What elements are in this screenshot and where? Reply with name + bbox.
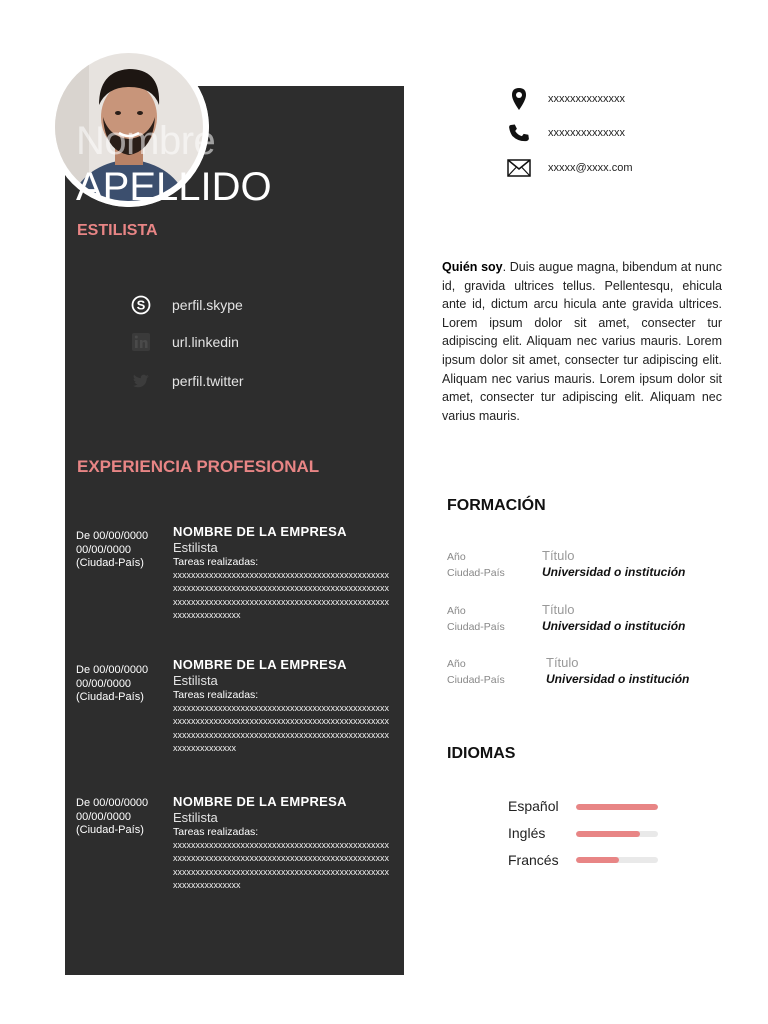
education-item	[542, 548, 722, 580]
phone-icon	[506, 120, 532, 146]
education-title: Título	[542, 548, 575, 563]
role: Estilista	[173, 810, 218, 825]
skype-text: perfil.skype	[172, 297, 243, 313]
education-place: Ciudad-País	[447, 567, 505, 579]
about-paragraph	[442, 258, 722, 425]
social-linkedin[interactable]	[130, 331, 239, 353]
first-name: Nombre	[76, 119, 216, 163]
language-name: Español	[508, 798, 559, 814]
twitter-icon	[130, 370, 152, 392]
education-meta	[447, 549, 537, 581]
experience-dates	[76, 664, 168, 705]
tasks-text: xxxxxxxxxxxxxxxxxxxxxxxxxxxxxxxxxxxxxxxxxxxxxxxxxxxxxxxxxxxxxxxxxxxxxxxxxxxxxxxxxxxxxxxxxxxxxxxxxxxxxxxxxxxxxxxxxxxxxxxxxxxxxxxxxxxxxxxxxxxxxxxxxxxxxxxxxxxxxx	[173, 703, 389, 754]
skype-icon	[130, 294, 152, 316]
tasks-label: Tareas realizadas:	[173, 556, 259, 568]
date-from: De 00/00/0000	[76, 797, 149, 809]
education-year: Año	[447, 551, 466, 563]
phone-text: xxxxxxxxxxxxxx	[548, 127, 625, 139]
experience-heading: EXPERIENCIA PROFESIONAL	[77, 457, 320, 476]
education-meta	[447, 656, 537, 688]
education-meta	[447, 603, 537, 635]
education-year: Año	[447, 658, 466, 670]
company-name: NOMBRE DE LA EMPRESA	[173, 657, 347, 672]
education-institution: Universidad o institución	[542, 619, 686, 633]
tasks-text: xxxxxxxxxxxxxxxxxxxxxxxxxxxxxxxxxxxxxxxxxxxxxxxxxxxxxxxxxxxxxxxxxxxxxxxxxxxxxxxxxxxxxxxxxxxxxxxxxxxxxxxxxxxxxxxxxxxxxxxxxxxxxxxxxxxxxxxxxxxxxxxxxxxxxxxxxxxxxxx	[173, 840, 389, 891]
social-twitter[interactable]	[130, 370, 244, 392]
company-name: NOMBRE DE LA EMPRESA	[173, 794, 347, 809]
experience-item	[173, 794, 393, 893]
date-to: 00/00/0000	[76, 677, 132, 690]
date-to: 00/00/0000	[76, 810, 132, 823]
contact-address	[506, 86, 625, 112]
location: (Ciudad-País)	[76, 557, 144, 569]
location-pin-icon	[506, 86, 532, 112]
language-level-bar	[576, 804, 658, 810]
language-level-bar	[576, 857, 658, 863]
date-from: De 00/00/0000	[76, 664, 149, 676]
address-text: xxxxxxxxxxxxxx	[548, 93, 625, 105]
social-skype[interactable]	[130, 294, 243, 316]
experience-item	[173, 657, 393, 756]
role: Estilista	[173, 540, 218, 555]
education-heading: FORMACIÓN	[447, 497, 546, 514]
language-level-fill	[576, 831, 640, 837]
job-title: ESTILISTA	[77, 222, 158, 239]
education-item	[546, 655, 726, 687]
about-text: . Duis augue magna, bibendum at nunc id, gravida ultrices tellus. Pellentesqu, ehicula ante id, dictum arcu hicula ante gravida ultrices. Lorem ipsum dolor sit amet, consecter tur adipiscing elit. Aliquam nec varius mauris. Lorem ipsum dolor sit amet, consecter tur adipiscing elit. Aliquam nec varius mauris. Lorem ipsum dolor sit amet, consecter tur adipiscing elit. Aliquam nec varius mauris.	[442, 260, 723, 423]
twitter-text: perfil.twitter	[172, 373, 244, 389]
language-level-bar	[576, 831, 658, 837]
envelope-icon	[506, 155, 532, 181]
company-name: NOMBRE DE LA EMPRESA	[173, 524, 347, 539]
tasks-label: Tareas realizadas:	[173, 826, 259, 838]
contact-email	[506, 155, 633, 181]
experience-item	[173, 524, 393, 623]
language-level-fill	[576, 804, 658, 810]
education-year: Año	[447, 605, 466, 617]
education-institution: Universidad o institución	[542, 565, 686, 579]
languages-heading: IDIOMAS	[447, 745, 516, 762]
education-title: Título	[546, 655, 579, 670]
experience-dates	[76, 797, 168, 838]
email-text: xxxxx@xxxx.com	[548, 162, 633, 174]
svg-text:S: S	[136, 297, 146, 313]
location: (Ciudad-País)	[76, 824, 144, 836]
language-level-fill	[576, 857, 619, 863]
tasks-text: xxxxxxxxxxxxxxxxxxxxxxxxxxxxxxxxxxxxxxxxxxxxxxxxxxxxxxxxxxxxxxxxxxxxxxxxxxxxxxxxxxxxxxxxxxxxxxxxxxxxxxxxxxxxxxxxxxxxxxxxxxxxxxxxxxxxxxxxxxxxxxxxxxxxxxxxxxxxxxx	[173, 570, 389, 621]
about-label: Quién soy	[442, 260, 503, 274]
language-name: Inglés	[508, 825, 546, 841]
location: (Ciudad-País)	[76, 691, 144, 703]
education-place: Ciudad-País	[447, 621, 505, 633]
tasks-label: Tareas realizadas:	[173, 689, 259, 701]
education-place: Ciudad-País	[447, 674, 505, 686]
contact-phone	[506, 120, 625, 146]
education-title: Título	[542, 602, 575, 617]
linkedin-text: url.linkedin	[172, 334, 239, 350]
date-from: De 00/00/0000	[76, 530, 149, 542]
education-institution: Universidad o institución	[546, 672, 690, 686]
experience-dates	[76, 530, 168, 571]
date-to: 00/00/0000	[76, 543, 132, 556]
linkedin-icon	[130, 331, 152, 353]
language-name: Francés	[508, 852, 559, 868]
education-item	[542, 602, 722, 634]
last-name: APELLIDO	[76, 165, 272, 209]
role: Estilista	[173, 673, 218, 688]
